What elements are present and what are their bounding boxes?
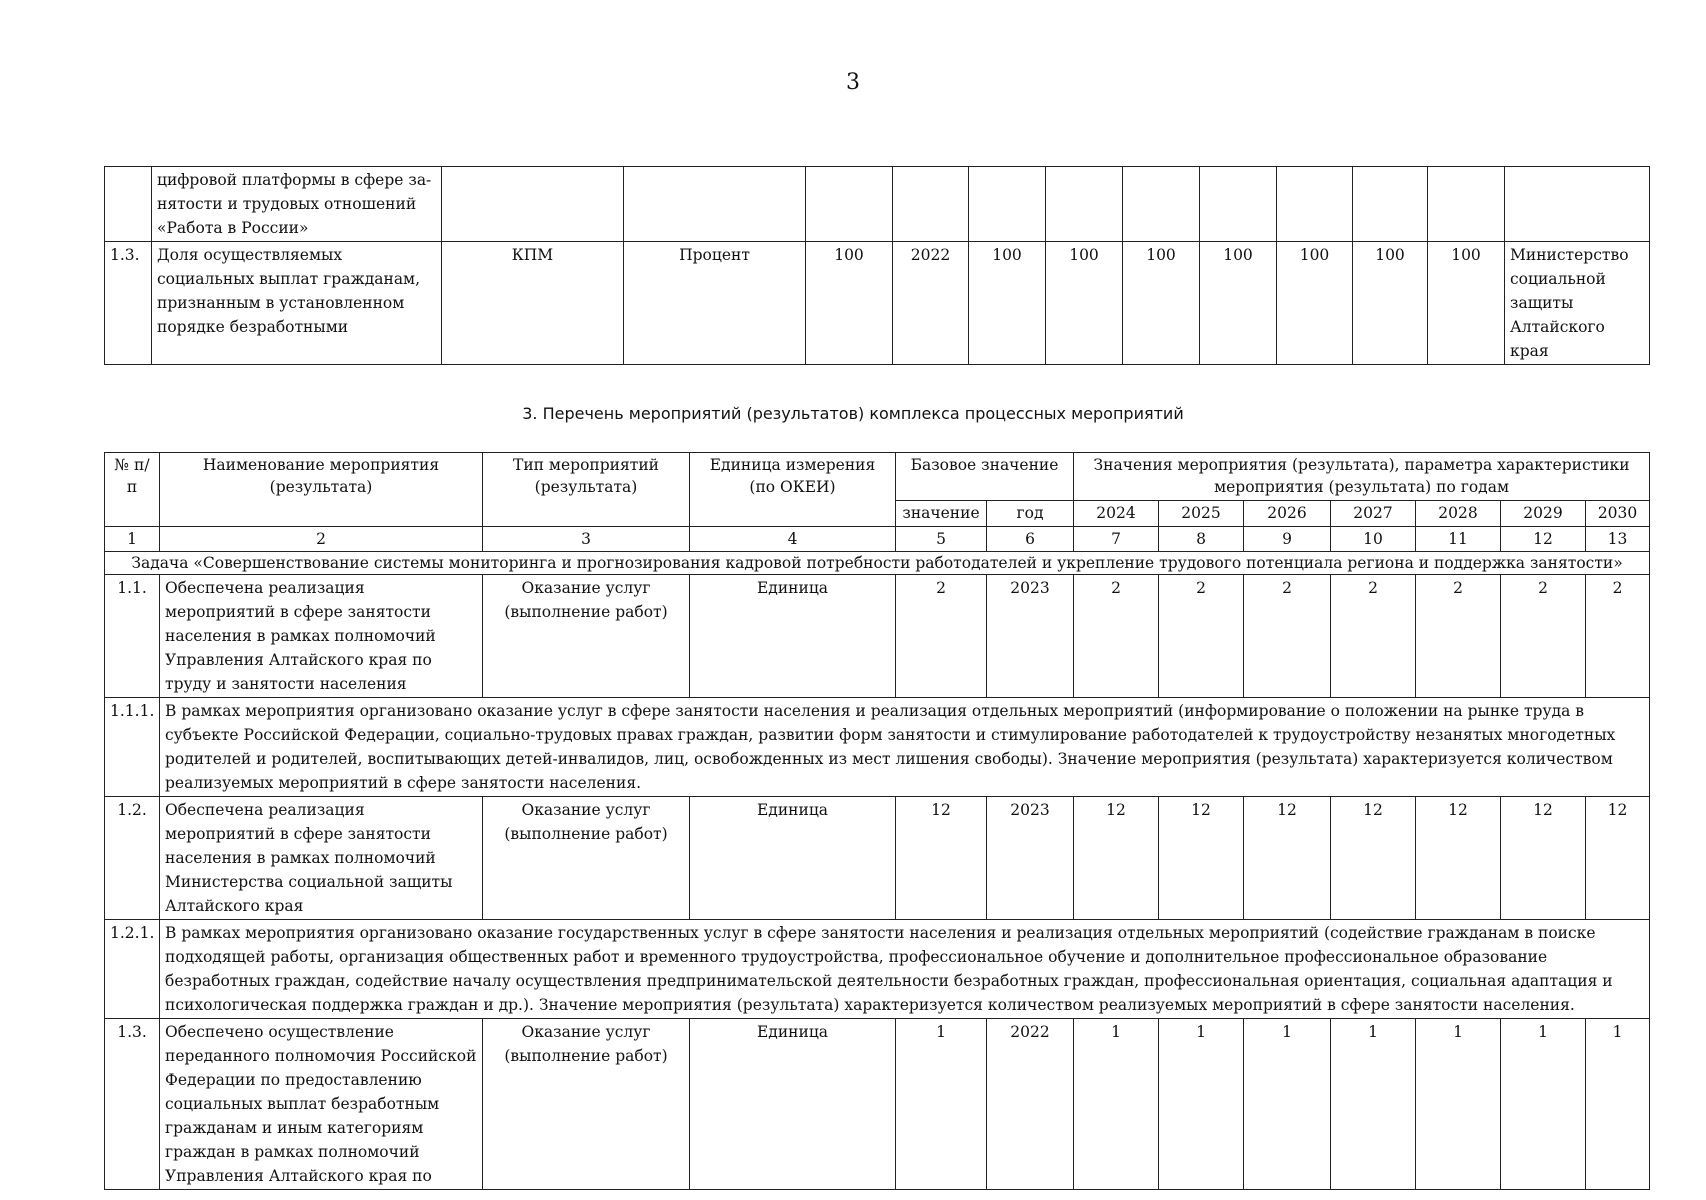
column-number: 1 (105, 527, 160, 552)
row-year-value: 12 (1244, 797, 1331, 920)
row-base-value: 100 (806, 242, 893, 365)
row-year-value: 12 (1331, 797, 1416, 920)
row-base-year: 2022 (893, 242, 969, 365)
row-year-value: 12 (1074, 797, 1159, 920)
page-number: 3 (846, 70, 860, 95)
row-name: Доля осуществляемых социальных выплат гражданам, признанным в установленном порядке безработными (152, 242, 442, 365)
header-type: Тип мероприятий (результата) (483, 453, 690, 527)
description-row (105, 920, 1650, 1019)
row-description: В рамках мероприятия организовано оказание услуг в сфере занятости населения и реализация отдельных мероприятий (информирование о положении на рынке труда в субъекте Российской Федерации, социально-трудовых правах граждан, развитии форм занятости и стимулирование работодателей к трудоустройству незанятых многодетных родителей и родителей, воспитывающих детей-инвалидов, лиц, освобожденных из мест лишения свободы). Значение мероприятия (результата) характеризуется количеством реализуемых мероприятий в сфере занятости населения. (160, 698, 1650, 797)
header-year: 2026 (1244, 501, 1331, 527)
row-year-value: 1 (1074, 1019, 1159, 1190)
row-number: 1.2. (105, 797, 160, 920)
row-base-year: 2023 (987, 575, 1074, 698)
column-number: 6 (987, 527, 1074, 552)
row-year-value: 100 (1428, 242, 1505, 365)
header-year: 2024 (1074, 501, 1159, 527)
description-row (105, 698, 1650, 797)
table-row (105, 575, 1650, 698)
row-year-value: 12 (1586, 797, 1650, 920)
column-number: 12 (1501, 527, 1586, 552)
row-description: В рамках мероприятия организовано оказание государственных услуг в сфере занятости населения и реализация отдельных мероприятий (содействие гражданам в поиске подходящей работы, организация общественных работ и временного трудоустройства, профессиональное обучение и дополнительное профессиональное образование безработных граждан, содействие началу осуществления предпринимательской деятельности безработных граждан, профессиональная ориентация, социальная адаптация и психологическая поддержка граждан и др.). Значение мероприятия (результата) характеризуется количеством реализуемых мероприятий в сфере занятости населения. (160, 920, 1650, 1019)
header-year: 2030 (1586, 501, 1650, 527)
column-number: 11 (1416, 527, 1501, 552)
header-base: Базовое значение (896, 453, 1074, 501)
row-year-value: 2 (1074, 575, 1159, 698)
column-number: 8 (1159, 527, 1244, 552)
row-year-value: 1 (1331, 1019, 1416, 1190)
table-header-row (105, 453, 1650, 501)
row-type: Оказание услуг (выполнение работ) (483, 797, 690, 920)
row-year-value: 1 (1586, 1019, 1650, 1190)
row-number: 1.2.1. (105, 920, 160, 1019)
row-year-value: 1 (1416, 1019, 1501, 1190)
row-year-value: 2 (1244, 575, 1331, 698)
row-year-value: 100 (1046, 242, 1123, 365)
table-row (105, 1019, 1650, 1190)
row-unit: Процент (624, 242, 806, 365)
row-year-value: 1 (1501, 1019, 1586, 1190)
row-base-year: 2022 (987, 1019, 1074, 1190)
column-number-row (105, 527, 1650, 552)
row-year-value: 2 (1416, 575, 1501, 698)
row-base-value: 1 (896, 1019, 987, 1190)
row-number: 1.1. (105, 575, 160, 698)
column-number: 7 (1074, 527, 1159, 552)
row-unit: Единица (690, 797, 896, 920)
header-base-year: год (987, 501, 1074, 527)
header-values: Значения мероприятия (результата), параметра характеристики мероприятия (результата) по годам (1074, 453, 1650, 501)
row-name: Обеспечена реализация мероприятий в сфере занятости населения в рамках полномочий Министерства социальной защиты Алтайского края (160, 797, 483, 920)
row-year-value: 2 (1159, 575, 1244, 698)
header-year: 2028 (1416, 501, 1501, 527)
row-name: Обеспечена реализация мероприятий в сфере занятости населения в рамках полномочий Управления Алтайского края по труду и занятости населения (160, 575, 483, 698)
column-number: 5 (896, 527, 987, 552)
row-number: 1.3. (105, 1019, 160, 1190)
column-number: 4 (690, 527, 896, 552)
top-table (104, 166, 1650, 365)
row-year-value: 1 (1159, 1019, 1244, 1190)
header-base-value: значение (896, 501, 987, 527)
table-row (105, 242, 1650, 365)
row-year-value: 12 (1416, 797, 1501, 920)
row-type: Оказание услуг (выполнение работ) (483, 575, 690, 698)
continuation-cell: цифровой платформы в сфере за-нятости и трудовых отношений «Работа в России» (152, 167, 442, 242)
row-base-value: 12 (896, 797, 987, 920)
row-year-value: 100 (1123, 242, 1200, 365)
header-year: 2027 (1331, 501, 1416, 527)
column-number: 10 (1331, 527, 1416, 552)
row-unit: Единица (690, 575, 896, 698)
column-number: 3 (483, 527, 690, 552)
row-year-value: 100 (1277, 242, 1353, 365)
row-responsible: Министерство социальной защиты Алтайского края (1505, 242, 1650, 365)
table-row (105, 797, 1650, 920)
row-unit: Единица (690, 1019, 896, 1190)
row-year-value: 100 (969, 242, 1046, 365)
row-number: 1.1.1. (105, 698, 160, 797)
table-row (105, 167, 1650, 242)
header-unit: Единица измерения (по ОКЕИ) (690, 453, 896, 527)
row-year-value: 100 (1200, 242, 1277, 365)
row-name: Обеспечено осуществление переданного полномочия Российской Федерации по предоставлению социальных выплат безработным гражданам и иным категориям граждан в рамках полномочий Управления Алтайского края по (160, 1019, 483, 1190)
column-number: 2 (160, 527, 483, 552)
row-year-value: 100 (1353, 242, 1428, 365)
header-year: 2029 (1501, 501, 1586, 527)
row-type: КПМ (442, 242, 624, 365)
header-num: № п/п (105, 453, 160, 527)
row-number: 1.3. (105, 242, 152, 365)
header-name: Наименование мероприятия (результата) (160, 453, 483, 527)
row-base-year: 2023 (987, 797, 1074, 920)
row-year-value: 2 (1586, 575, 1650, 698)
row-year-value: 1 (1244, 1019, 1331, 1190)
row-type: Оказание услуг (выполнение работ) (483, 1019, 690, 1190)
header-year: 2025 (1159, 501, 1244, 527)
task-title: Задача «Совершенствование системы мониторинга и прогнозирования кадровой потребности работодателей и укрепление трудового потенциала региона и поддержка занятости» (105, 552, 1650, 575)
row-year-value: 2 (1501, 575, 1586, 698)
section-title: 3. Перечень мероприятий (результатов) комплекса процессных мероприятий (522, 404, 1184, 423)
row-base-value: 2 (896, 575, 987, 698)
column-number: 13 (1586, 527, 1650, 552)
main-table (104, 452, 1650, 1190)
column-number: 9 (1244, 527, 1331, 552)
row-year-value: 12 (1501, 797, 1586, 920)
row-year-value: 12 (1159, 797, 1244, 920)
row-year-value: 2 (1331, 575, 1416, 698)
task-row (105, 552, 1650, 575)
